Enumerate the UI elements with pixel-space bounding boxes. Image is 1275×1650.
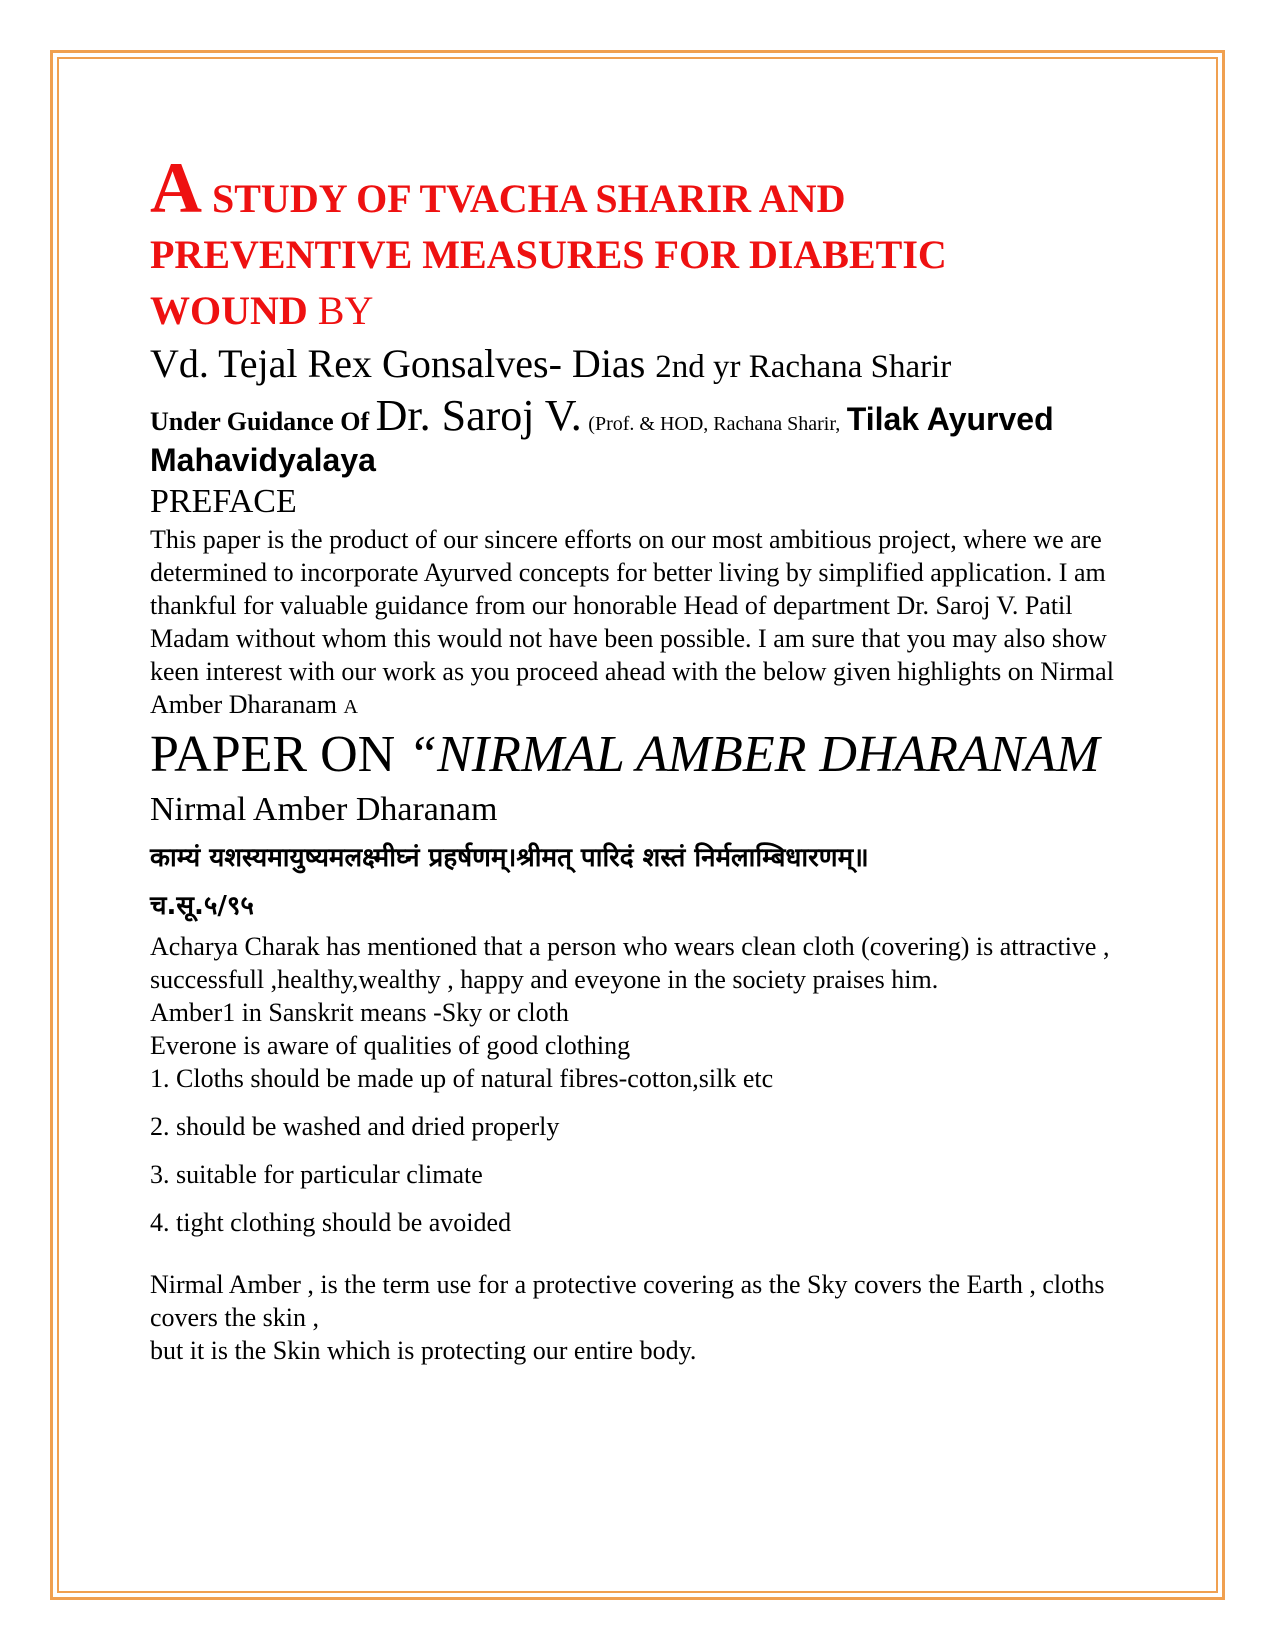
verse-reference: च.सू.५/९५ <box>150 891 254 921</box>
guide-name: Dr. Saroj V. <box>375 391 582 440</box>
title-line-3: WOUND <box>150 288 308 333</box>
title-by: BY <box>317 288 374 333</box>
list-item: 3. suitable for particular climate <box>150 1160 483 1189</box>
guide-affiliation: (Prof. & HOD, Rachana Sharir, <box>588 413 841 435</box>
paper-heading <box>150 724 1130 786</box>
list-item: 4. tight clothing should be avoided <box>150 1208 512 1237</box>
paper-heading-prefix: PAPER ON <box>150 726 396 783</box>
guidance-lead: Under Guidance Of <box>150 407 370 436</box>
preface-trailing: A <box>343 696 358 718</box>
list-item: 1. Cloths should be made up of natural fibres-cotton,silk etc <box>150 1064 774 1093</box>
author-line <box>150 339 1130 392</box>
closing-line-1: Nirmal Amber , is the term use for a protective covering as the Sky covers the Earth , cloths covers the skin , <box>150 1270 1105 1332</box>
clothing-awareness: Everone is aware of qualities of good clothing <box>150 1031 631 1060</box>
sanskrit-verse: काम्यं यशस्यमायुष्यमलक्ष्मीघ्नं प्रहर्षणम्।श्रीमत् पारिदं शस्तं निर्मलाम्बिधारणम्॥ <box>150 843 869 873</box>
subheading: Nirmal Amber Dharanam <box>150 791 498 828</box>
guidance-line <box>150 391 1130 481</box>
title-initial: A <box>150 148 202 228</box>
institute-name: Tilak Ayurved Mahavidyalaya <box>150 401 1054 478</box>
charak-paragraph: Acharya Charak has mentioned that a person who wears clean cloth (covering) is attractive , successfull ,healthy,wealthy , happy and eveyone in the society praises him. <box>150 932 1110 994</box>
amber-meaning: Amber1 in Sanskrit means -Sky or cloth <box>150 998 569 1027</box>
document-body <box>150 148 1130 1367</box>
title-line-2: PREVENTIVE MEASURES FOR DIABETIC <box>150 232 947 277</box>
paper-heading-italic: “NIRMAL AMBER DHARANAM <box>408 726 1100 783</box>
spacer <box>150 1254 1130 1268</box>
list-item: 2. should be washed and dried properly <box>150 1112 560 1141</box>
title-line-1: STUDY OF TVACHA SHARIR AND <box>212 176 846 221</box>
document-title <box>150 148 1130 339</box>
closing-line-2: but it is the Skin which is protecting our entire body. <box>150 1336 697 1365</box>
author-name: Vd. Tejal Rex Gonsalves- Dias <box>150 341 646 386</box>
preface-heading: PREFACE <box>150 483 297 520</box>
author-role: 2nd yr Rachana Sharir <box>655 349 952 385</box>
preface-body: This paper is the product of our sincere efforts on our most ambitious project, where we are determined to incorporate Ayurved concepts for better living by simplified application. I am thankful for valuable guidance from our honorable Head of department Dr. Saroj V. Patil Madam without whom this would not have been possible. I am sure that you may also show keen interest with our work as you proceed ahead with the below given highlights on Nirmal Amber Dharanam <box>150 525 1114 719</box>
preface-text <box>150 523 1130 724</box>
